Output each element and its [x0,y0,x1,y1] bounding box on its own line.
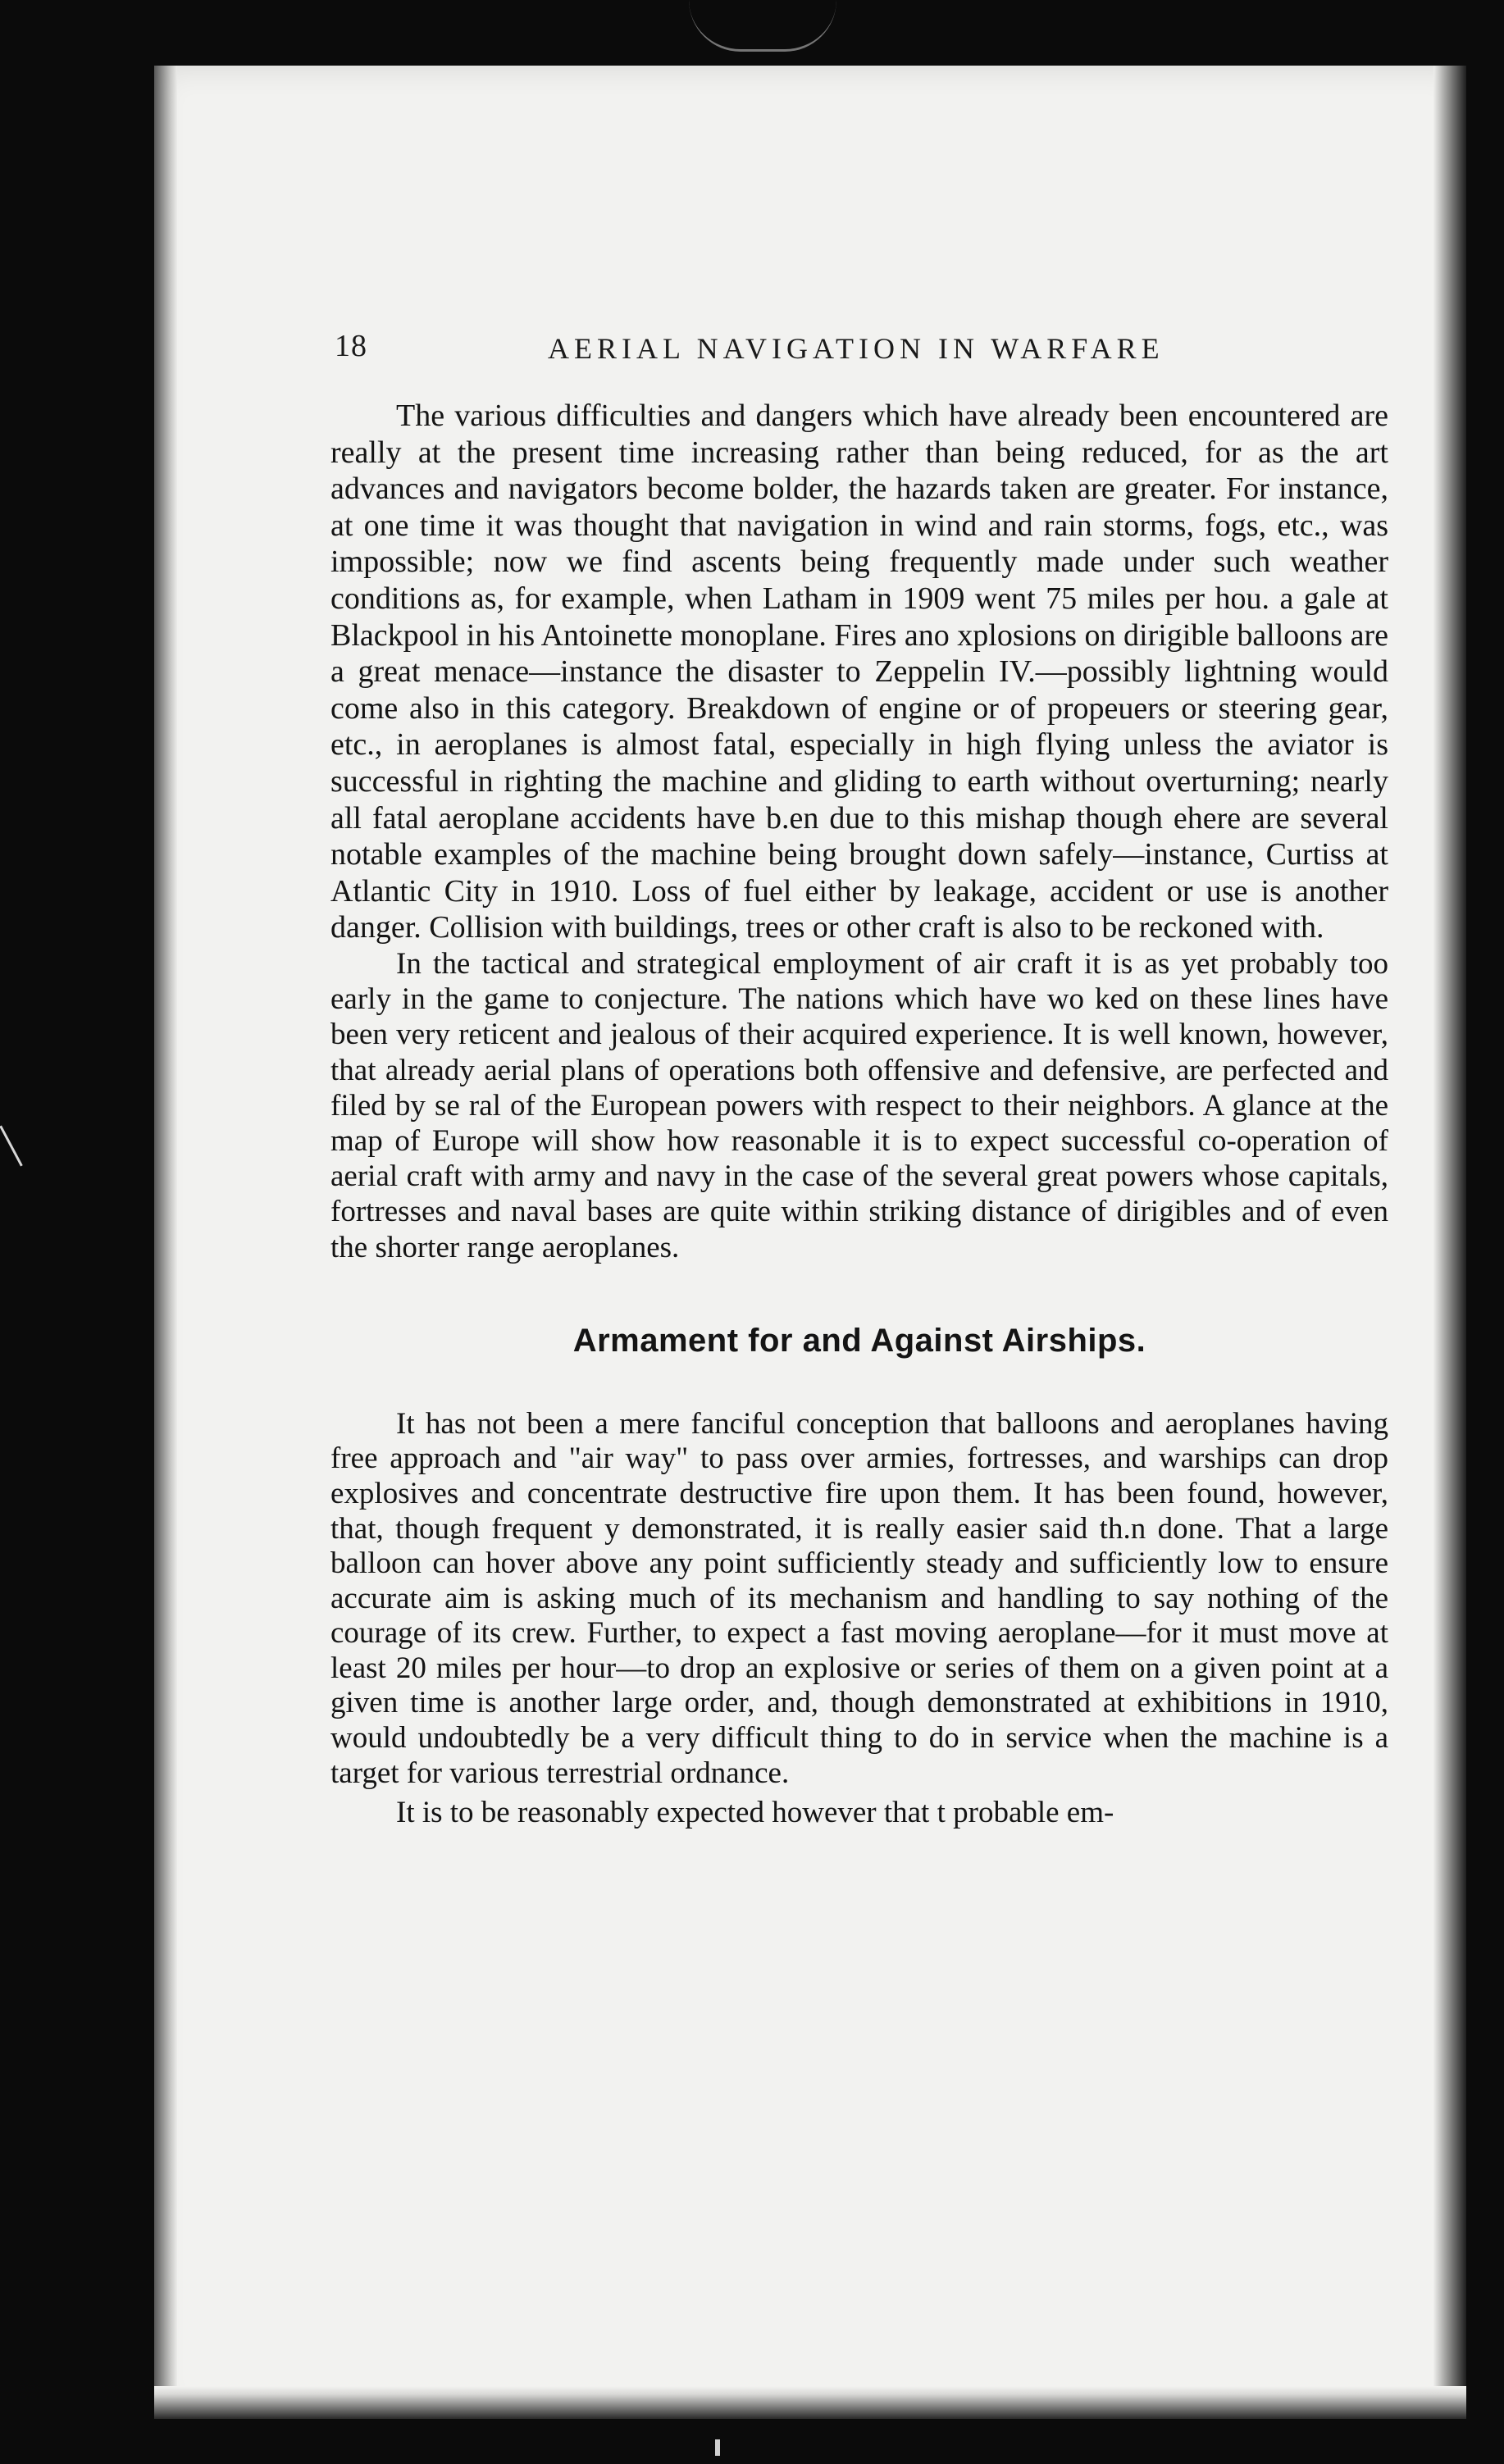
body-paragraph-1: The various difficulties and dangers which have already been encountered are really at the present time increasing rather than being reduced, for as the art advances and navigators become bolder, the hazards taken are greater. For instance, at one time it was thought that navigation in wind and rain storms, fogs, etc., was impossible; now we find ascents being frequently made under such weather conditions as, for example, when Latham in 1909 went 75 miles per hou. a gale at Blackpool in his Antoinette monoplane. Fires ano xplosions on dirigible balloons are a great menace—instance the disaster to Zeppelin IV.—possibly lightning would come also in this category. Breakdown of engine or of propeuers or steering gear, etc., in aeroplanes is almost fatal, especially in high flying unless the aviator is successful in righting the machine and gliding to earth without overturning; nearly all fatal aeroplane accidents have b.en due to this mishap though ehere are several notable examples of the machine being brought down safely—instance, Curtiss at Atlantic City in 1910. Loss of fuel either by leakage, accident or use is another danger. Collision with buildings, trees or other craft is also to be reckoned with. [330,399,1388,945]
body-paragraph-4: It is to be reasonably expected however that t probable em- [396,1796,1114,1830]
scan-artifact-top [689,0,836,52]
page-right-edge-shadow [1433,66,1466,2419]
running-head: AERIAL NAVIGATION IN WARFARE [548,332,1164,365]
page-body [330,398,1388,1831]
body-paragraph-2: In the tactical and strategical employment of air craft it is as yet probably too early in the game to conjecture. The nations which have wo ked on these lines have been very reticent and jealous of their acquired experience. It is well known, however, that already aerial plans of operations both offensive and defensive, are perfected and filed by se ral of the European powers with respect to their neighbors. A glance at the map of Europe will show how reasonable it is to expect successful co-operation of aerial craft with army and navy in the case of the several great powers whose capitals, fortresses and naval bases are quite within striking distance of dirigibles and of even the shorter range aeroplanes. [330,946,1388,1264]
page-bottom-edge-shadow [154,2386,1466,2419]
scan-artifact-left [0,1126,23,1167]
page-number: 18 [335,329,367,363]
scan-artifact-bottom [715,2439,720,2456]
section-heading: Armament for and Against Airships. [572,1322,1146,1359]
page-left-edge-shadow [154,66,177,2419]
page-header [335,328,1384,377]
body-paragraph-3: It has not been a mere fanciful conception that balloons and aeroplanes having free approach and "air way" to pass over armies, fortresses, and warships can drop explosives and concentrate destructive fire upon them. It has been found, however, that, though frequent y demonstrated, it is really easier said th.n done. That a large balloon can hover above any point sufficiently steady and sufficiently low to ensure accurate aim is asking much of its mechanism and handling to say nothing of the courage of its crew. Further, to expect a fast moving aeroplane—for it must move at least 20 miles per hour—to drop an explosive or series of them on a given point at a given time is another large order, and, though demonstrated at exhibitions in 1910, would undoubtedly be a very difficult thing to do in service when the machine is a target for various terrestrial ordnance. [330,1406,1388,1790]
book-page [154,66,1466,2419]
